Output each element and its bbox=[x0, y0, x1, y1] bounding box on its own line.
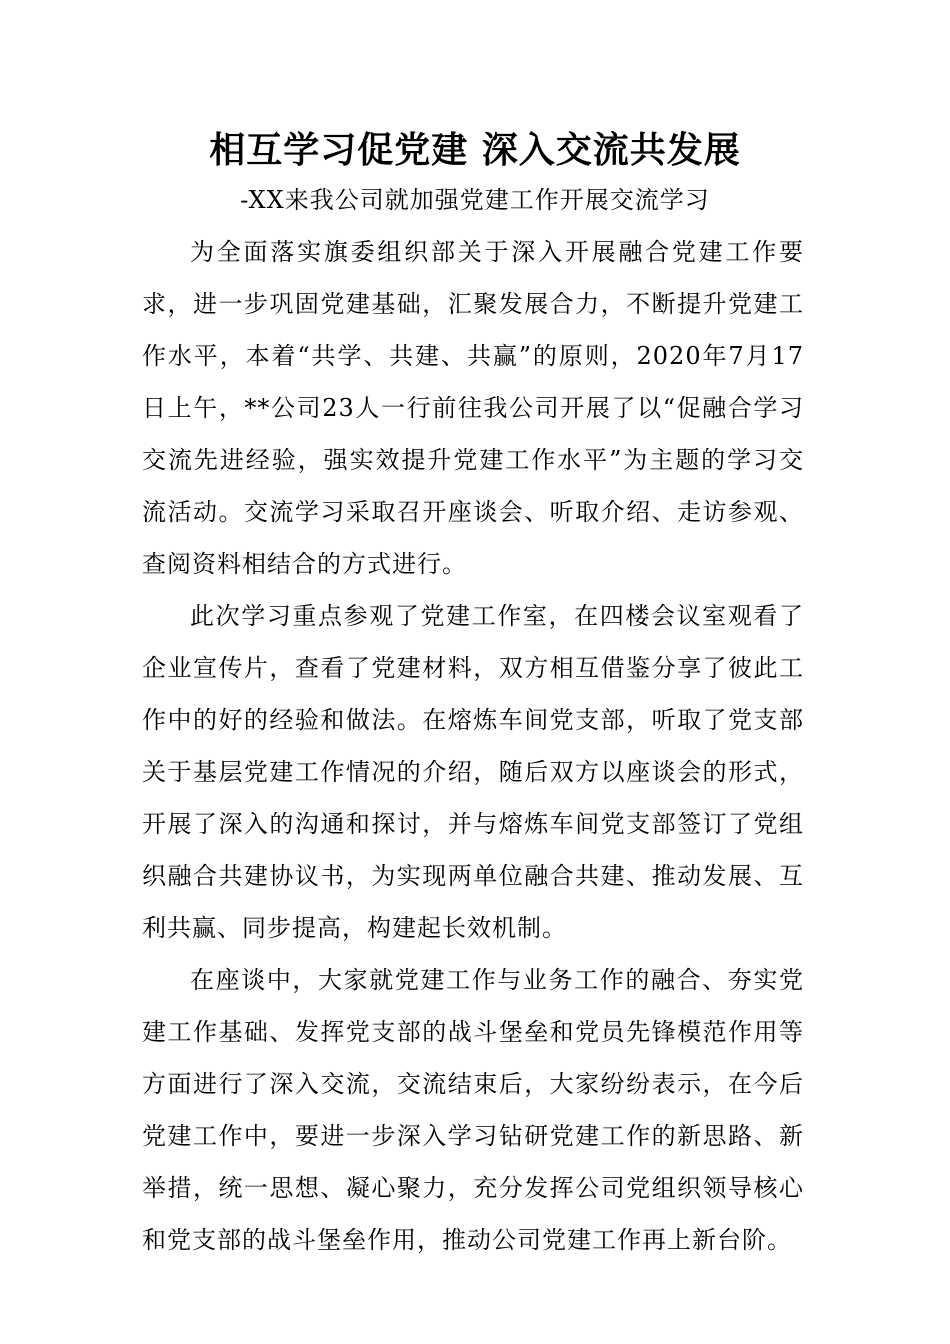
document-body bbox=[142, 226, 804, 1266]
document-title: 相互学习促党建 深入交流共发展 bbox=[209, 129, 741, 171]
paragraph-3: 在座谈中，大家就党建工作与业务工作的融合、夯实党建工作基础、发挥党支部的战斗堡垒和党员先锋模范作用等方面进行了深入交流，交流结束后，大家纷纷表示，在今后党建工作中，要进一步深入学习钻研党建工作的新思路、新举措，统一思想、凝心聚力，充分发挥公司党组织领导核心和党支部的战斗堡垒作用，推动公司党建工作再上新台阶。 bbox=[142, 966, 804, 1254]
document-subtitle: -XX来我公司就加强党建工作开展交流学习 bbox=[240, 186, 710, 214]
paragraph-2: 此次学习重点参观了党建工作室，在四楼会议室观看了企业宣传片，查看了党建材料，双方相互借鉴分享了彼此工作中的好的经验和做法。在熔炼车间党支部，听取了党支部关于基层党建工作情况的介绍，随后双方以座谈会的形式，开展了深入的沟通和探讨，并与熔炼车间党支部签订了党组织融合共建协议书，为实现两单位融合共建、推动发展、互利共赢、同步提高，构建起长效机制。 bbox=[142, 602, 804, 942]
paragraph-1: 为全面落实旗委组织部关于深入开展融合党建工作要求，进一步巩固党建基础，汇聚发展合力，不断提升党建工作水平，本着“共学、共建、共赢”的原则，2020年7月17日上午，**公司23人一行前往我公司开展了以“促融合学习交流先进经验，强实效提升党建工作水平”为主题的学习交流活动。交流学习采取召开座谈会、听取介绍、走访参观、查阅资料相结合的方式进行。 bbox=[142, 238, 804, 578]
